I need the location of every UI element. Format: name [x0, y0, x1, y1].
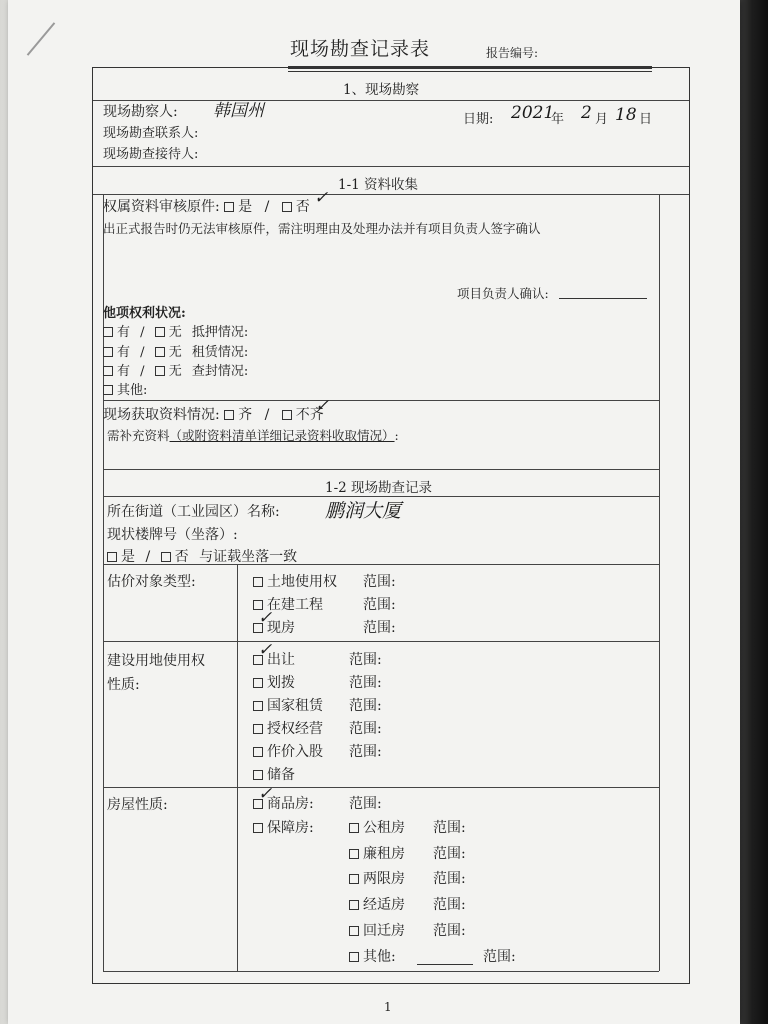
none-checkbox[interactable]: [155, 327, 165, 337]
other-affordable-blank[interactable]: [417, 964, 473, 965]
street-handwritten: 鹏润大厦: [325, 500, 402, 522]
no-label: 否: [295, 199, 310, 215]
checkbox[interactable]: [349, 823, 359, 833]
scope-label: 范围:: [433, 923, 466, 939]
plate-label: 现状楼牌号（坐落）:: [107, 527, 238, 543]
scope-label: 范围:: [363, 597, 396, 613]
section-1-1-heading: 1-1 资料收集: [338, 177, 419, 193]
original-review-label: 权属资料审核原件:: [103, 199, 225, 215]
scope-label: 范围:: [433, 820, 466, 836]
object-type-land: 土地使用权: [253, 571, 337, 591]
checkmark-icon: ✓: [314, 188, 329, 208]
scope-label: 范围:: [483, 949, 516, 965]
form-title: 现场勘查记录表: [290, 38, 431, 60]
none-checkbox[interactable]: [155, 366, 165, 376]
original-review-note: 出正式报告时仍无法审核原件，需注明理由及处理办法并有项目负责人签字确认: [103, 221, 541, 236]
object-type-existing: 现房: [253, 617, 295, 637]
checkbox[interactable]: [253, 724, 263, 734]
divider: [93, 194, 689, 195]
other-rights-label: 他项权利状况:: [103, 306, 186, 321]
checkbox[interactable]: [349, 874, 359, 884]
land-use-authorized: 授权经营: [253, 718, 323, 738]
inspection-form: [92, 67, 690, 984]
object-type-label: 估价对象类型:: [107, 574, 196, 590]
scope-label: 范围:: [433, 846, 466, 862]
page-number: 1: [384, 1000, 392, 1014]
contact-label: 现场勘查联系人:: [103, 126, 199, 141]
not-checkbox[interactable]: [161, 552, 171, 562]
affordable-low-rent: 廉租房: [349, 843, 405, 863]
divider: [103, 641, 659, 642]
land-use-label-2: 性质:: [107, 677, 140, 693]
rights-row-seizure: 有 / 无 查封情况:: [103, 360, 248, 379]
affordable-housing: 保障房:: [253, 817, 314, 837]
complete-checkbox[interactable]: [224, 410, 234, 420]
checkmark-icon: ✓: [315, 396, 330, 416]
inspector-signature: 韩国州: [213, 101, 264, 121]
divider: [93, 166, 689, 167]
pm-confirm-label: 项目负责人确认:: [457, 286, 549, 301]
date-day: 18: [615, 105, 637, 125]
supplement-row: 需补充资料（或附资料清单详细记录资料收取情况）:: [107, 428, 399, 443]
divider: [103, 469, 659, 470]
land-use-allocation: 划拨: [253, 672, 295, 692]
checkbox[interactable]: [253, 770, 263, 780]
section-1-2-heading: 1-2 现场勘查记录: [325, 480, 433, 496]
checkbox[interactable]: [253, 577, 263, 587]
scope-label: 范围:: [349, 675, 382, 691]
checkbox[interactable]: [253, 747, 263, 757]
checkbox[interactable]: [349, 849, 359, 859]
scope-label: 范围:: [349, 796, 382, 812]
yes-label: 是: [238, 199, 253, 215]
has-checkbox[interactable]: [103, 366, 113, 376]
scope-label: 范围:: [349, 652, 382, 668]
receiver-label: 现场勘查接待人:: [103, 147, 199, 162]
pm-confirm-blank[interactable]: [559, 298, 647, 299]
yes-checkbox[interactable]: [224, 202, 234, 212]
column-divider: [237, 564, 238, 971]
checkmark-icon: ✓: [258, 640, 273, 660]
divider: [103, 971, 659, 972]
street-label: 所在街道（工业园区）名称:: [107, 504, 280, 520]
divider: [103, 400, 659, 401]
collected-label: 现场获取资料情况:: [103, 407, 225, 423]
original-review-row: [103, 196, 310, 216]
land-use-reserve: 储备: [253, 764, 295, 784]
checkmark-icon: ✓: [258, 784, 273, 804]
affordable-economic: 经适房: [349, 894, 405, 914]
land-use-transfer: 出让: [253, 649, 295, 669]
incomplete-checkbox[interactable]: [282, 410, 292, 420]
checkbox[interactable]: [253, 701, 263, 711]
affordable-public-rental: 公租房: [349, 817, 405, 837]
rights-row-other: 其他:: [103, 379, 147, 398]
checkbox[interactable]: [349, 926, 359, 936]
plate-match-row: 是 / 否 与证载坐落一致: [107, 546, 297, 566]
divider: [103, 787, 659, 788]
divider: [93, 100, 689, 101]
inner-border-right: [659, 194, 660, 971]
scope-label: 范围:: [433, 871, 466, 887]
none-checkbox[interactable]: [155, 347, 165, 357]
report-number-label: 报告编号:: [486, 46, 539, 60]
pen-mark: [27, 22, 56, 55]
collected-row: 现场获取资料情况: 齐 / 不齐: [103, 407, 324, 423]
scope-label: 范围:: [363, 620, 396, 636]
scope-label: 范围:: [349, 744, 382, 760]
affordable-price-limited: 两限房: [349, 868, 405, 888]
checkbox[interactable]: [349, 900, 359, 910]
house-nature-label: 房屋性质:: [107, 797, 168, 813]
affordable-relocation: 回迁房: [349, 920, 405, 940]
commercial-housing: 商品房:: [253, 793, 314, 813]
has-checkbox[interactable]: [103, 327, 113, 337]
scope-label: 范围:: [433, 897, 466, 913]
scope-label: 范围:: [349, 698, 382, 714]
object-type-construction: 在建工程: [253, 594, 323, 614]
rights-row-lease: 有 / 无 租赁情况:: [103, 341, 248, 360]
date-label: 日期:: [463, 112, 494, 127]
day-label: 日: [639, 112, 653, 127]
land-use-lease: 国家租赁: [253, 695, 323, 715]
checkmark-icon: ✓: [258, 608, 273, 628]
other-checkbox[interactable]: [103, 385, 113, 395]
rights-row-mortgage: 有 / 无 抵押情况:: [103, 321, 248, 340]
land-use-label-1: 建设用地使用权: [107, 653, 205, 669]
land-use-equity: 作价入股: [253, 741, 323, 761]
slash: /: [264, 199, 270, 215]
is-checkbox[interactable]: [107, 552, 117, 562]
checkbox[interactable]: [349, 952, 359, 962]
inspector-label: 现场勘察人:: [103, 104, 178, 120]
section-1-heading: 1、现场勘察: [343, 82, 420, 98]
year-label: 年: [551, 112, 565, 127]
no-checkbox[interactable]: [282, 202, 292, 212]
month-label: 月: [595, 112, 609, 127]
scope-label: 范围:: [349, 721, 382, 737]
checkbox[interactable]: [253, 823, 263, 833]
checkbox[interactable]: [253, 678, 263, 688]
has-checkbox[interactable]: [103, 347, 113, 357]
date-year: 2021: [511, 103, 555, 123]
scope-label: 范围:: [363, 574, 396, 590]
affordable-other: 其他:: [349, 946, 396, 966]
date-month: 2: [581, 103, 592, 123]
